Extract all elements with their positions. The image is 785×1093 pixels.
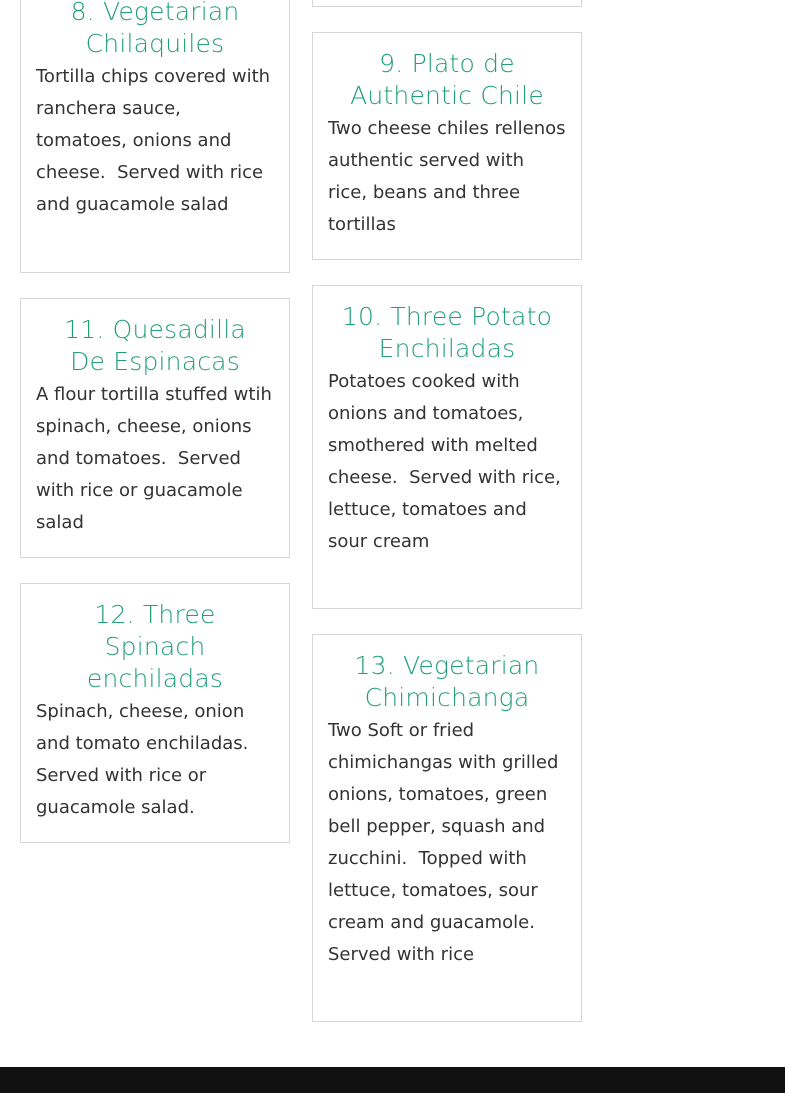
- menu-card-quesadilla-de-espinacas: [20, 298, 290, 558]
- menu-item-description: Spinach, cheese, onion and tomato enchiladas. Served with rice or guacamole salad.: [36, 701, 260, 818]
- menu-item-description: Two Soft or fried chimichangas with grilled onions, tomatoes, green bell pepper, squash and zucchini. Topped with lettuce, tomatoes, sour cream and guacamole. Served with rice: [328, 720, 565, 965]
- menu-item-title: 9. Plato de Authentic Chile: [350, 49, 544, 110]
- menu-item-description: Two cheese chiles rellenos authentic served with rice, beans and three tortillas: [328, 118, 572, 235]
- menu-item-description: Potatoes cooked with onions and tomatoes, smothered with melted cheese. Served with rice, lettuce, tomatoes and sour cream: [328, 371, 567, 552]
- menu-card-three-spinach-enchiladas: [20, 583, 290, 843]
- menu-item-description: Tortilla chips covered with ranchera sauce, tomatoes, onions and cheese. Served with rice and guacamole salad: [36, 66, 276, 215]
- footer-bar: [0, 1067, 785, 1093]
- menu-card-three-potato-enchiladas: [312, 285, 582, 609]
- menu-card-vegetarian-chilaquiles: [20, 0, 290, 273]
- menu-item-title: 12. Three Spinach enchiladas: [86, 600, 224, 693]
- menu-item-description: A flour tortilla stuffed wtih spinach, cheese, onions and tomatoes. Served with rice or guacamole salad: [36, 384, 278, 533]
- menu-item-title: 8. Vegetarian Chilaquiles: [70, 0, 240, 58]
- menu-item-title: 11. Quesadilla De Espinacas: [64, 315, 246, 376]
- menu-card-vegetarian-chimichanga: [312, 634, 582, 1022]
- menu-card-partial: [312, 0, 582, 7]
- menu-item-title: 13. Vegetarian Chimichanga: [354, 651, 540, 712]
- menu-card-plato-de-authentic-chile: [312, 32, 582, 260]
- menu-item-title: 10. Three Potato Enchiladas: [341, 302, 553, 363]
